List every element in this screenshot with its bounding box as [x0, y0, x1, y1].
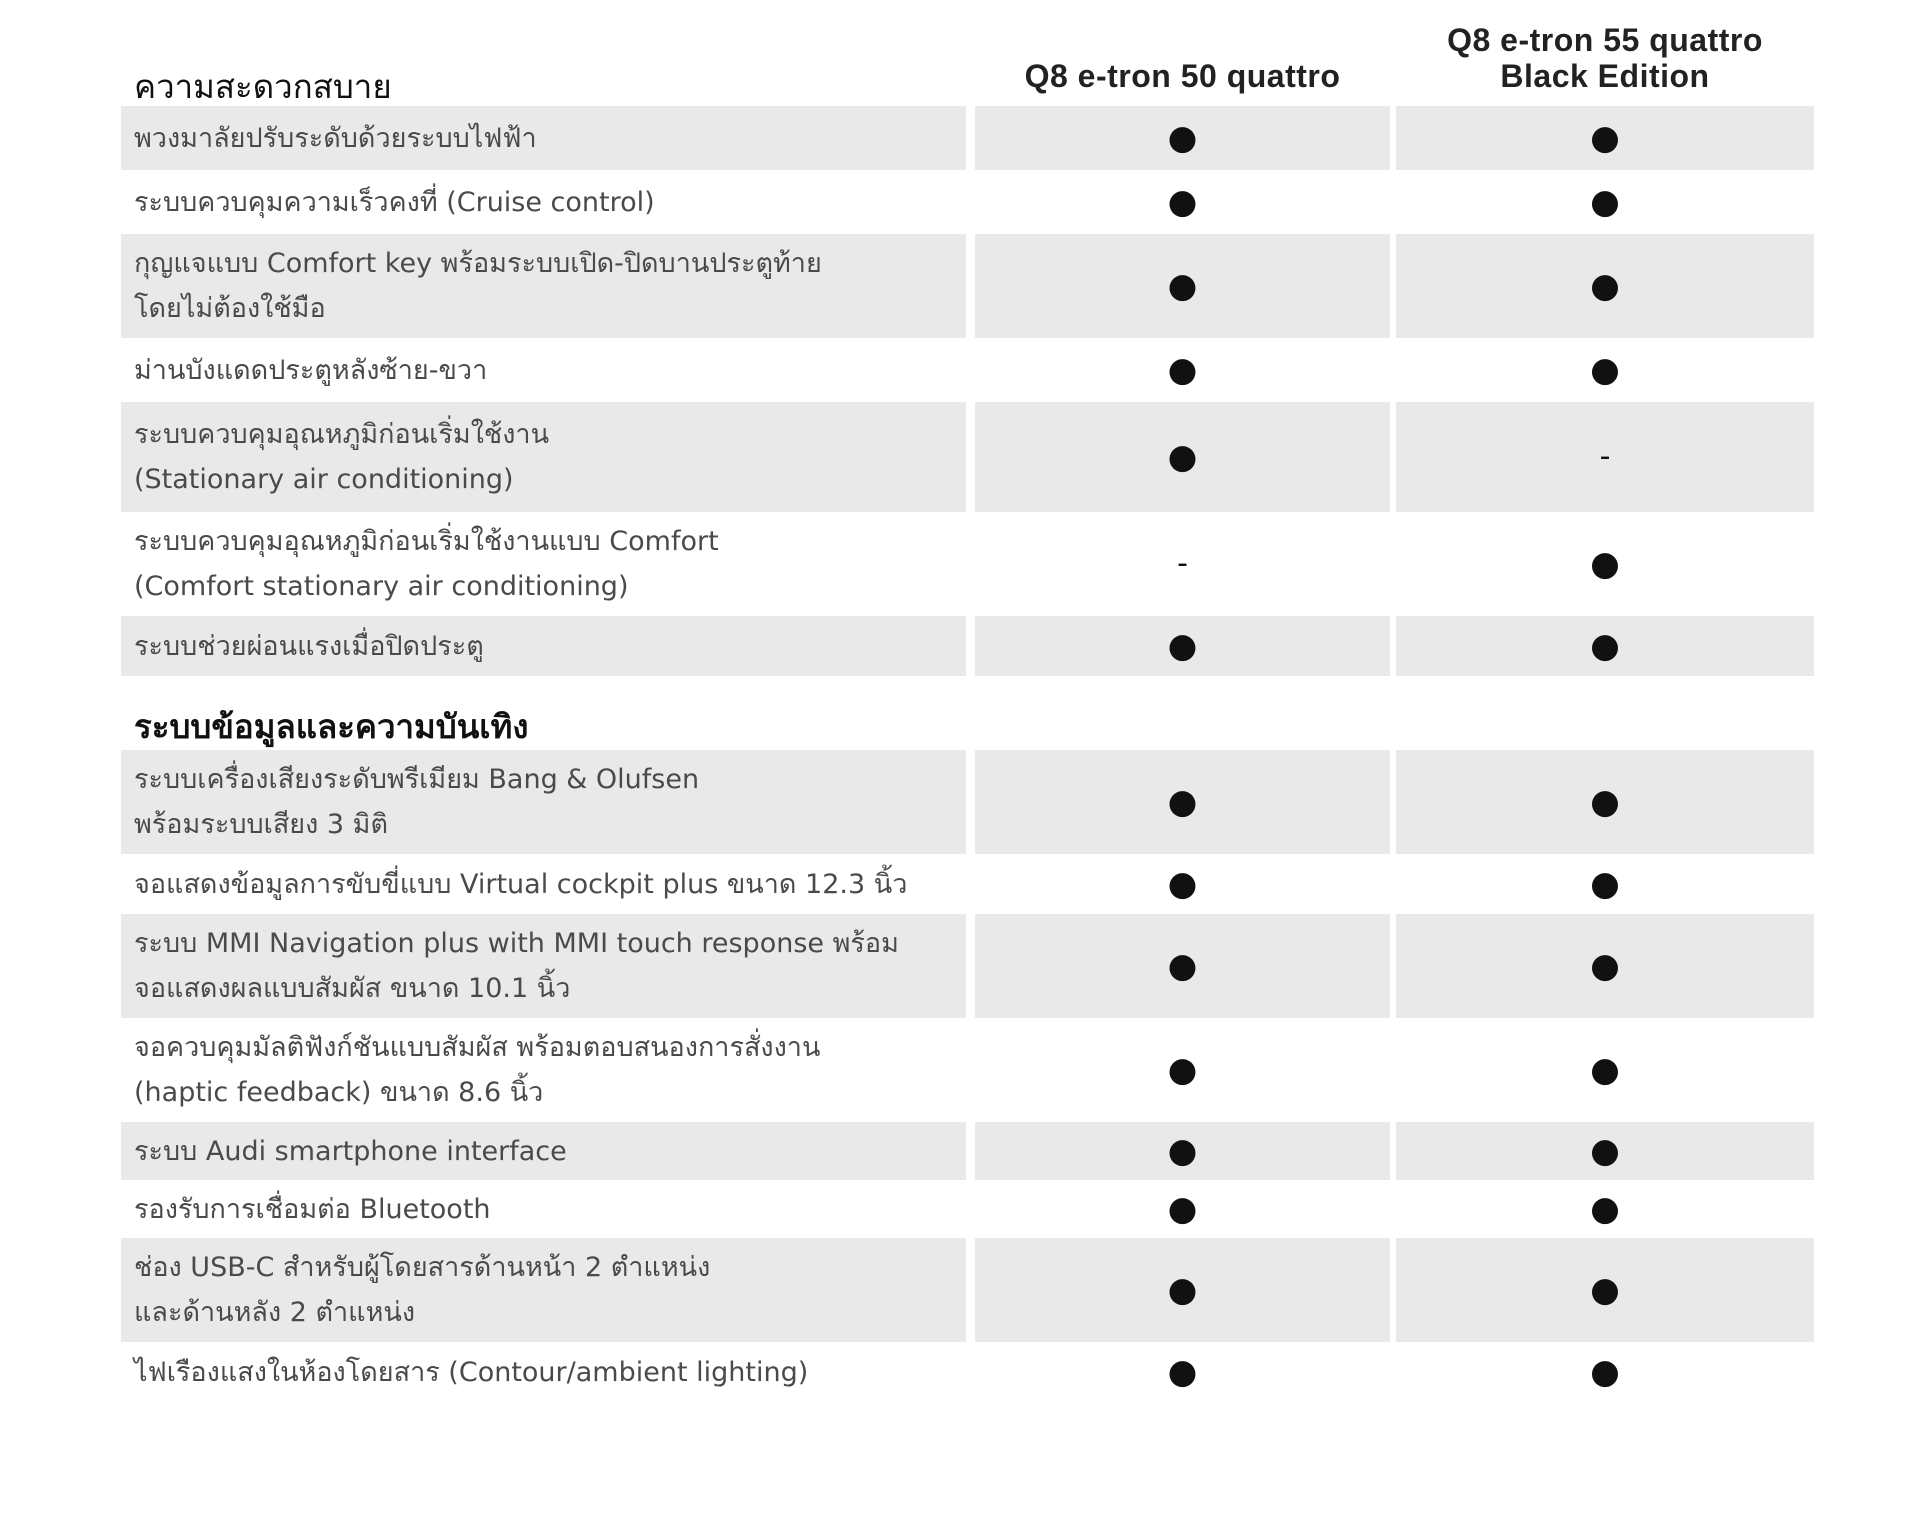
table-row [0, 402, 1920, 512]
column-header-55-black-edition [1396, 22, 1814, 94]
value-55-black-edition: ● [1590, 118, 1620, 158]
row-label: ช่อง USB-C สำหรับผู้โดยสารด้านหน้า 2 ตำแหน่ง และด้านหลัง 2 ตำแหน่ง [134, 1252, 711, 1328]
value-50-quattro: ● [1167, 1050, 1198, 1090]
table-row [0, 106, 1920, 170]
row-label: ระบบควบคุมอุณหภูมิก่อนเริ่มใช้งานแบบ Comfort (Comfort stationary air conditioning) [134, 526, 719, 602]
row-label: จอควบคุมมัลติฟังก์ชันแบบสัมผัส พร้อมตอบสนองการสั่งงาน (haptic feedback) ขนาด 8.6 นิ้ว [134, 1032, 821, 1108]
value-55-black-edition: ● [1590, 266, 1620, 306]
table-row [0, 1018, 1920, 1122]
row-label: ระบบควบคุมความเร็วคงที่ (Cruise control) [134, 186, 655, 218]
column-header-line1: Q8 e-tron 55 quattro [1447, 22, 1763, 58]
table-row [0, 854, 1920, 914]
value-55-black-edition: - [1599, 439, 1611, 474]
value-50-quattro: ● [1167, 1270, 1198, 1310]
value-50-quattro: ● [1167, 437, 1198, 477]
section-title-comfort: ความสะดวกสบาย [134, 67, 392, 106]
value-55-black-edition: ● [1590, 1050, 1620, 1090]
row-label: กุญแจแบบ Comfort key พร้อมระบบเปิด-ปิดบานประตูท้าย โดยไม่ต้องใช้มือ [134, 248, 822, 324]
row-label: ระบบเครื่องเสียงระดับพรีเมียม Bang & Olufsen พร้อมระบบเสียง 3 มิติ [134, 764, 700, 840]
value-50-quattro: ● [1167, 118, 1198, 158]
value-50-quattro: ● [1167, 782, 1198, 822]
row-label: ระบบ MMI Navigation plus with MMI touch response พร้อม จอแสดงผลแบบสัมผัส ขนาด 10.1 นิ้ว [134, 928, 899, 1004]
value-50-quattro: ● [1167, 1352, 1198, 1392]
table-row [0, 338, 1920, 402]
value-55-black-edition: ● [1590, 1189, 1620, 1229]
table-row [0, 1238, 1920, 1342]
row-label: รองรับการเชื่อมต่อ Bluetooth [134, 1193, 491, 1225]
value-55-black-edition: ● [1590, 782, 1620, 822]
table-row [0, 914, 1920, 1018]
table-row [0, 1342, 1920, 1402]
table-row [0, 1180, 1920, 1238]
table-row [0, 750, 1920, 854]
value-55-black-edition: ● [1590, 350, 1620, 390]
value-55-black-edition: ● [1590, 544, 1620, 584]
value-50-quattro: ● [1167, 182, 1198, 222]
row-label: ม่านบังแดดประตูหลังซ้าย-ขวา [134, 354, 488, 386]
row-label: ระบบช่วยผ่อนแรงเมื่อปิดประตู [134, 630, 484, 662]
value-55-black-edition: ● [1590, 1270, 1620, 1310]
value-50-quattro: - [1177, 546, 1188, 581]
value-50-quattro: ● [1167, 1131, 1198, 1171]
row-label: จอแสดงข้อมูลการขับขี่แบบ Virtual cockpit plus ขนาด 12.3 นิ้ว [134, 868, 908, 900]
table-row [0, 170, 1920, 234]
row-label: ไฟเรืองแสงในห้องโดยสาร (Contour/ambient lighting) [134, 1356, 809, 1388]
value-55-black-edition: ● [1590, 1352, 1620, 1392]
value-50-quattro: ● [1167, 1189, 1198, 1229]
value-50-quattro: ● [1167, 350, 1198, 390]
value-50-quattro: ● [1167, 864, 1198, 904]
value-55-black-edition: ● [1590, 946, 1620, 986]
table-row [0, 616, 1920, 676]
column-header-50-quattro: Q8 e-tron 50 quattro [1024, 58, 1341, 94]
value-50-quattro: ● [1167, 266, 1198, 306]
row-label: ระบบ Audi smartphone interface [134, 1135, 567, 1167]
table-row [0, 234, 1920, 338]
section-title-infotainment: ระบบข้อมูลและความบันเทิง [134, 707, 529, 746]
value-50-quattro: ● [1167, 946, 1198, 986]
table-row [0, 512, 1920, 616]
value-55-black-edition: ● [1590, 1131, 1620, 1171]
value-55-black-edition: ● [1590, 182, 1620, 222]
value-55-black-edition: ● [1590, 626, 1620, 666]
value-55-black-edition: ● [1590, 864, 1620, 904]
value-50-quattro: ● [1167, 626, 1198, 666]
column-header-line2: Black Edition [1500, 58, 1710, 94]
table-row [0, 1122, 1920, 1180]
row-label: พวงมาลัยปรับระดับด้วยระบบไฟฟ้า [134, 122, 537, 154]
row-label: ระบบควบคุมอุณหภูมิก่อนเริ่มใช้งาน (Stationary air conditioning) [134, 419, 550, 495]
